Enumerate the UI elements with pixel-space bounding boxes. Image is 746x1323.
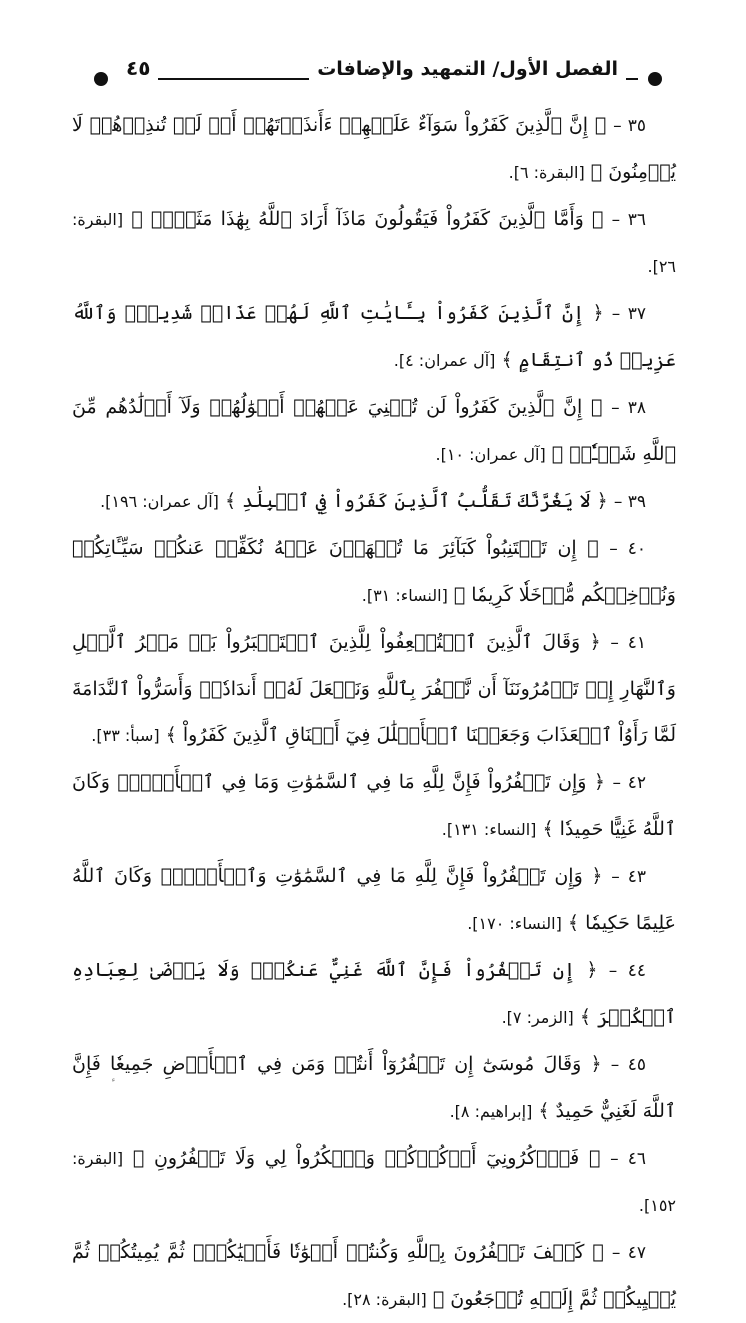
verse-entry xyxy=(72,1135,676,1229)
verse-entry-line xyxy=(72,525,676,619)
verse-text: ﴿ وَإِن تَكۡفُرُواْ فَإِنَّ لِلَّهِ مَا فِي ٱلسَّمَٰوَٰتِ وَمَا فِي ٱلۡأَرۡضِۚ وَكَانَ ٱللَّهُ غَنِيًّا حَمِيدٗا ﴾ xyxy=(72,771,676,840)
verse-number: ٤٠ – xyxy=(609,539,646,559)
verse-entry-line xyxy=(72,478,676,525)
verse-reference: [النساء: ١٧٠]. xyxy=(467,914,562,933)
verse-reference: [النساء: ١٣١]. xyxy=(441,820,537,839)
verse-reference: [سبأ: ٣٣]. xyxy=(91,726,160,745)
verse-text: ﴿ إِنَّ ٱلَّذِينَ كَفَرُواْ لَن تُغۡنِيَ عَنۡهُمۡ أَمۡوَٰلُهُمۡ وَلَآ أَوۡلَٰدُهُم مِّنَ ٱللَّهِ شَيۡـٔٗاۖ ﴾ xyxy=(72,396,676,465)
verse-entry xyxy=(72,1041,676,1135)
verse-entry-line xyxy=(72,1229,676,1323)
verse-entry xyxy=(72,853,676,947)
verse-number: ٤١ – xyxy=(610,633,646,653)
verse-reference: [إبراهيم: ٨]. xyxy=(449,1102,533,1121)
verse-entry xyxy=(72,196,676,290)
verse-entry xyxy=(72,1229,676,1323)
verse-reference: [الزمر: ٧]. xyxy=(501,1008,574,1027)
running-header xyxy=(78,52,678,96)
verse-text: ﴿ لَا يَغُرَّنَّكَ تَقَلُّبُ ٱلَّذِينَ كَفَرُواْ فِي ٱلۡبِلَٰدِ ﴾ xyxy=(224,490,608,512)
verse-number: ٣٩ – xyxy=(613,492,646,512)
verse-text: ﴿ إِنَّ ٱلَّذِينَ كَفَرُواْ بِـَٔايَٰتِ ٱللَّهِ لَهُمۡ عَذَابٞ شَدِيدٞۗ وَٱللَّهُ عَزِيزٞ ذُو ٱنتِقَامٍ ﴾ xyxy=(72,302,676,371)
verse-entry-line xyxy=(72,619,676,759)
verse-text: ﴿ وَإِن تَكۡفُرُواْ فَإِنَّ لِلَّهِ مَا فِي ٱلسَّمَٰوَٰتِ وَٱلۡأَرۡضِۚ وَكَانَ ٱللَّهُ عَلِيمًا حَكِيمٗا ﴾ xyxy=(72,865,676,934)
verse-entry xyxy=(72,102,676,196)
verse-reference: [البقرة: ١٥٢]. xyxy=(72,1149,676,1215)
verse-reference: [البقرة: ٢٨]. xyxy=(342,1290,427,1309)
verse-number: ٤٦ – xyxy=(610,1149,646,1169)
header-dot-right-icon xyxy=(648,72,662,86)
chapter-title: الفصل الأول/ التمهيد والإضافات xyxy=(309,58,626,80)
verse-list xyxy=(72,102,676,1323)
verse-text: ﴿ إِن تَجۡتَنِبُواْ كَبَآئِرَ مَا تُنۡهَوۡنَ عَنۡهُ نُكَفِّرۡ عَنكُمۡ سَيِّـَٔاتِكُمۡ وَنُدۡخِلۡكُم مُّدۡخَلٗا كَرِيمٗا ﴾ xyxy=(72,537,676,606)
verse-entry xyxy=(72,478,676,525)
verse-text: ﴿ وَقَالَ ٱلَّذِينَ ٱسۡتُضۡعِفُواْ لِلَّذِينَ ٱسۡتَكۡبَرُواْ بَلۡ مَكۡرُ ٱلَّيۡلِ وَٱلنَّهَارِ إِذۡ تَأۡمُرُونَنَآ أَن نَّكۡفُرَ بِٱللَّهِ وَنَجۡعَلَ لَهُۥٓ أَندَادٗاۚ وَأَسَرُّواْ ٱلنَّدَامَةَ لَمَّا رَأَوُاْ ٱلۡعَذَابَ وَجَعَلۡنَا ٱلۡأَغۡلَٰلَ فِيٓ أَعۡنَاقِ ٱلَّذِينَ كَفَرُواْ ﴾ xyxy=(72,631,676,746)
verse-reference: [البقرة: ٦]. xyxy=(508,163,585,182)
verse-entry xyxy=(72,290,676,384)
verse-text: ﴿ كَيۡفَ تَكۡفُرُونَ بِٱللَّهِ وَكُنتُمۡ أَمۡوَٰتٗا فَأَحۡيَٰكُمۡۖ ثُمَّ يُمِيتُكُمۡ ثُمَّ يُحۡيِيكُمۡ ثُمَّ إِلَيۡهِ تُرۡجَعُونَ ﴾ xyxy=(72,1241,676,1310)
verse-entry xyxy=(72,525,676,619)
verse-reference: [آل عمران: ٤]. xyxy=(393,351,496,370)
verse-number: ٣٦ – xyxy=(611,210,646,230)
verse-entry-line xyxy=(72,853,676,947)
verse-number: ٤٢ – xyxy=(612,773,646,793)
verse-reference: [البقرة: ٢٦]. xyxy=(72,210,676,276)
verse-text: ﴿ إِنَّ ٱلَّذِينَ كَفَرُواْ سَوَآءٌ عَلَيۡهِمۡ ءَأَنذَرۡتَهُمۡ أَمۡ لَمۡ تُنذِرۡهُمۡ لَا يُؤۡمِنُونَ ﴾ xyxy=(72,114,676,183)
verse-entry xyxy=(72,947,676,1041)
verse-text: ﴿ وَأَمَّا ٱلَّذِينَ كَفَرُواْ فَيَقُولُونَ مَاذَآ أَرَادَ ٱللَّهُ بِهَٰذَا مَثَلٗاۘ ﴾ xyxy=(131,208,604,230)
verse-entry-line xyxy=(72,102,676,196)
verse-entry-line xyxy=(72,196,676,290)
verse-entry-line xyxy=(72,947,676,1041)
verse-entry xyxy=(72,759,676,853)
verse-number: ٣٨ – xyxy=(611,398,646,418)
verse-reference: [آل عمران: ١٠]. xyxy=(435,445,546,464)
verse-entry-line xyxy=(72,384,676,478)
header-dot-left-icon xyxy=(94,72,108,86)
verse-reference: [آل عمران: ١٩٦]. xyxy=(100,492,219,511)
verse-entry-line xyxy=(72,759,676,853)
verse-text: ﴿ إِن تَكۡفُرُواْ فَإِنَّ ٱللَّهَ غَنِيٌّ عَنكُمۡۖ وَلَا يَرۡضَىٰ لِعِبَادِهِ ٱلۡكُفۡرَ ﴾ xyxy=(72,959,676,1028)
verse-number: ٣٧ – xyxy=(611,304,647,324)
verse-number: ٣٥ – xyxy=(613,116,647,136)
verse-entry xyxy=(72,619,676,759)
verse-entry-line xyxy=(72,1041,676,1135)
verse-entry-line xyxy=(72,290,676,384)
page-number: ٤٥ xyxy=(118,56,158,80)
verse-text: ﴿ وَقَالَ مُوسَىٰٓ إِن تَكۡفُرُوٓاْ أَنتُمۡ وَمَن فِي ٱلۡأَرۡضِ جَمِيعٗا فَإِنَّ ٱللَّهَ لَغَنِيٌّ حَمِيدٌ ﴾ xyxy=(72,1053,676,1122)
verse-reference: [النساء: ٣١]. xyxy=(361,586,448,605)
verse-number: ٤٤ – xyxy=(608,961,647,981)
verse-entry-line xyxy=(72,1135,676,1229)
verse-text: ﴿ فَٱذۡكُرُونِيٓ أَذۡكُرۡكُمۡ وَٱشۡكُرُواْ لِي وَلَا تَكۡفُرُونِ ﴾ xyxy=(132,1147,601,1169)
verse-number: ٤٧ – xyxy=(611,1243,647,1263)
verse-number: ٤٣ – xyxy=(611,867,646,887)
verse-entry xyxy=(72,384,676,478)
verse-number: ٤٥ – xyxy=(610,1055,646,1075)
